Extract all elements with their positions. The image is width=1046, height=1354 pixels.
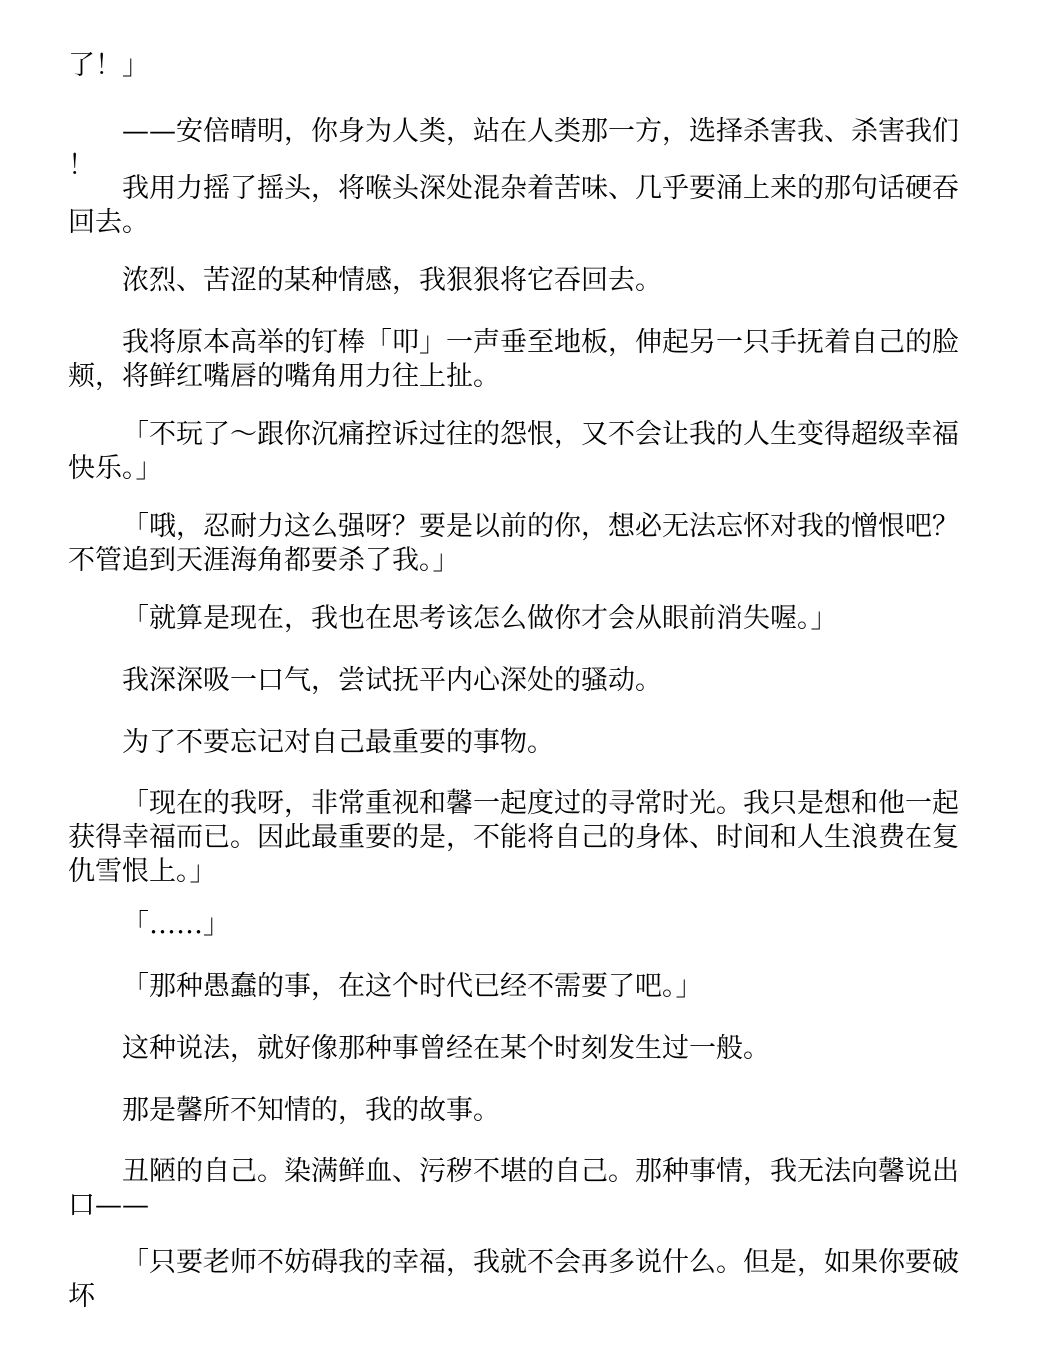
paragraph: 我用力摇了摇头，将喉头深处混杂着苦味、几乎要涌上来的那句话硬吞回去。 — [68, 173, 959, 238]
paragraph: 「不玩了～跟你沉痛控诉过往的怨恨，又不会让我的人生变得超级幸福快乐。」 — [68, 419, 959, 484]
paragraph: 「现在的我呀，非常重视和馨一起度过的寻常时光。我只是想和他一起获得幸福而已。因此最重要的是，不能将自己的身体、时间和人生浪费在复仇雪恨上。」 — [68, 788, 959, 887]
paragraph: 「只要老师不妨碍我的幸福，我就不会再多说什么。但是，如果你要破坏 — [68, 1247, 959, 1312]
paragraph: 丑陋的自己。染满鲜血、污秽不堪的自己。那种事情，我无法向馨说出口—— — [68, 1156, 959, 1221]
paragraph: 为了不要忘记对自己最重要的事物。 — [122, 727, 554, 758]
paragraph: 我深深吸一口气，尝试抚平内心深处的骚动。 — [122, 665, 662, 696]
paragraph: 我将原本高举的钉棒「叩」一声垂至地板，伸起另一只手抚着自己的脸颊，将鲜红嘴唇的嘴角用力往上扯。 — [68, 327, 959, 392]
paragraph: ——安倍晴明，你身为人类，站在人类那一方，选择杀害我、杀害我们！ — [68, 116, 959, 181]
paragraph: 这种说法，就好像那种事曾经在某个时刻发生过一般。 — [122, 1033, 770, 1064]
paragraph: 那是馨所不知情的，我的故事。 — [122, 1095, 500, 1126]
paragraph: 浓烈、苦涩的某种情感，我狠狠将它吞回去。 — [122, 265, 662, 296]
paragraph: 「就算是现在，我也在思考该怎么做你才会从眼前消失喔。」 — [122, 603, 838, 634]
paragraph: 了！」 — [68, 50, 149, 81]
paragraph: 「……」 — [122, 909, 230, 940]
paragraph: 「那种愚蠢的事，在这个时代已经不需要了吧。」 — [122, 971, 703, 1002]
paragraph: 「哦，忍耐力这么强呀？要是以前的你，想必无法忘怀对我的憎恨吧？不管追到天涯海角都要杀了我。」 — [68, 511, 959, 576]
